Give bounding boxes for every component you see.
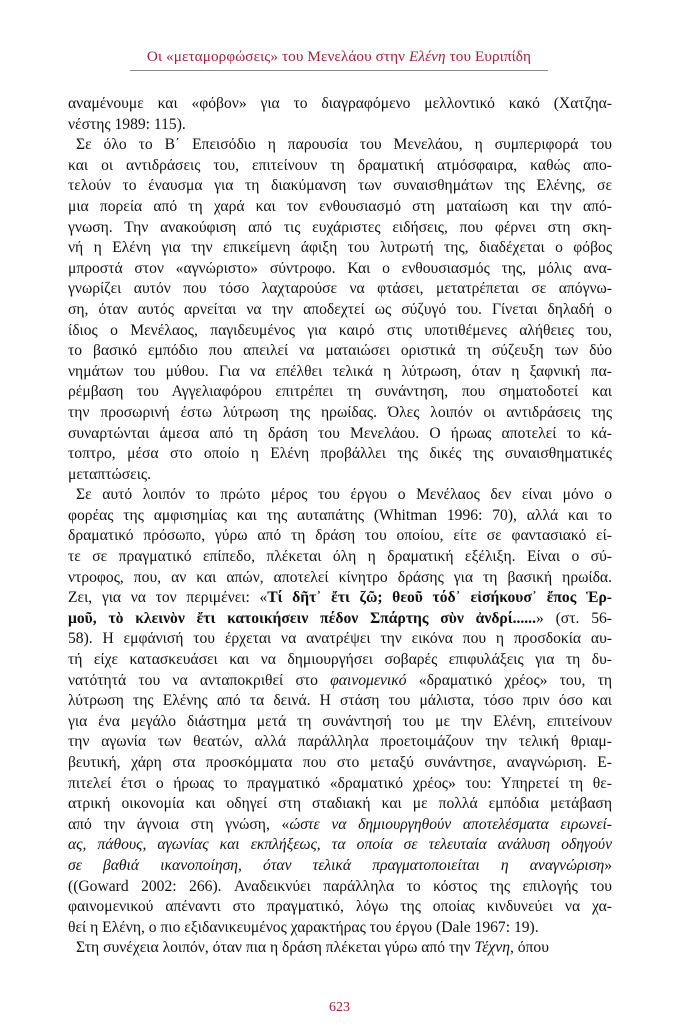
text-span: φορέας της αμφισημίας και της αυταπάτης (Whitman 1996: 70), αλλά και το (68, 506, 612, 524)
text-span: ντροφος, που, αν και απών, αποτελεί κίνητρο δράσης για τη βασική ηρωίδα. (68, 568, 612, 586)
text-span: την αγωνία των θεατών, αλλά παράλληλα προετοιμάζουν την τελική θριαμ- (68, 733, 612, 751)
text-line (68, 671, 612, 692)
header-title-italic: Ελένη (409, 48, 446, 65)
text-span: την προσωρινή έστω λύτρωση της ηρωίδας. Όλες λοιπόν οι αντιδράσεις της (68, 403, 612, 421)
text-span: νή η Ελένη για την επικείμενη άφιξη του λυτρωτή της, διαδέχεται ο φόβος (68, 239, 612, 257)
text-line (68, 279, 612, 300)
text-span: φαινομενικού απέναντι στο πραγματικό, λόγω της οποίας κινδυνεύει να χα- (68, 898, 612, 916)
text-span: τελούν το έναυσμα για τη διακύμανση των συναισθημάτων της Ελένης, σε (68, 177, 612, 195)
text-span: » (604, 856, 612, 874)
text-span: για ένα μεγάλο διάστημα μετά τη συνάντησή του με την Ελένη, επιτείνουν (68, 712, 612, 730)
text-line (68, 465, 612, 486)
text-line (68, 444, 612, 465)
italic-text: ας, πάθους, αγωνίας και εκπλήξεως, τα οποία σε τελευταία ανάλυση οδηγούν (68, 836, 612, 854)
text-span: 58). Η εμφάνισή του έρχεται να ανατρέψει την εικόνα που η προσδοκία αυ- (68, 630, 612, 648)
text-span: αναμένουμε και «φόβον» για το διαγραφόμενο μελλοντικό κακό (Χατζηα- (68, 95, 612, 112)
text-line (68, 712, 612, 733)
text-line (68, 115, 612, 136)
text-line (68, 835, 612, 856)
text-span: πιτελεί έτσι ο ήρωας το πραγματικό «δραματικό χρέος» του: Υπηρετεί τη θε- (68, 774, 612, 792)
text-line (68, 753, 612, 774)
header-title-part1: Οι «μεταμορφώσεις» του Μενελάου στην (146, 48, 410, 65)
header-title-part2: του Ευριπίδη (445, 48, 532, 65)
text-span: νημάτων του μύθου. Για να επέλθει τελικά η λύτρωση, όταν η ξαφνική πα- (68, 362, 612, 380)
text-span: νέστης 1989: 115). (68, 115, 186, 133)
text-line (68, 568, 612, 589)
text-line (68, 424, 612, 445)
italic-text: φαινομενικό (330, 671, 407, 689)
text-span: θεί η Ελένη, ο πιο εξιδανικευμένος χαρακτήρας του έργου (Dale 1967: 19). (68, 918, 539, 936)
text-line (68, 176, 612, 197)
text-line (68, 135, 612, 156)
text-span: Στη συνέχεια λοιπόν, όταν πια η δράση πλέκεται γύρω από την (76, 939, 475, 957)
text-span: τε σε πραγματικό επίπεδο, πλέκεται όλη η δραματική εξέλιξη. Είναι ο σύ- (68, 548, 612, 566)
text-line (68, 321, 612, 342)
text-line (68, 526, 612, 547)
text-line (68, 300, 612, 321)
header-rule (130, 70, 548, 71)
greek-quote-bold: μοῦ, τὸ κλεινὸν ἔτι κατοικήσειν πέδον Σπάρτης σὺν ἀνδρί...... (68, 609, 536, 627)
text-line (68, 341, 612, 362)
text-line (68, 218, 612, 239)
text-span: Σε όλο το Β΄ Επεισόδιο η παρουσία του Μενελάου, η συμπεριφορά του (76, 136, 612, 154)
text-span: μια πορεία από τη χαρά και τον ενθουσιασμό στη ματαίωση και την από- (68, 197, 612, 215)
text-line (68, 403, 612, 424)
italic-text: Τέχνη (474, 939, 510, 957)
text-line (68, 650, 612, 671)
text-line (68, 588, 612, 609)
text-line (68, 938, 612, 959)
text-span: , όπου (509, 939, 549, 957)
text-line (68, 918, 612, 939)
text-span: λύτρωση της Ελένης από τα δεινά. Η στάση του μάλιστα, τόσο πριν όσο και (68, 692, 612, 710)
text-line (68, 156, 612, 177)
text-span: » (στ. 56- (535, 609, 612, 627)
text-span: το βασικό εμπόδιο που απειλεί να ματαιώσει οριστικά τη σύζευξη των δύο (68, 342, 612, 360)
text-span: Ζει, για να τον περιμένει: « (68, 589, 268, 607)
text-line (68, 732, 612, 753)
text-span: τή είχε κατασκευάσει και να δημιουργήσει σοβαρές επιφυλάξεις για τη δυ- (68, 651, 612, 669)
text-line (68, 362, 612, 383)
running-header (130, 48, 548, 66)
text-span: δραματικό πρόσωπο, γύρω από τη δράση του οποίου, είτε σε φαντασιακό εί- (68, 527, 612, 545)
text-span: μπροστά στον «αγνώριστο» σύντροφο. Και ο ενθουσιασμός της, μόλις ανα- (68, 259, 612, 277)
text-line (68, 506, 612, 527)
text-span: ατρική οικονομία και οδηγεί στη σταδιακή και με πολλά εμπόδια μετάβαση (68, 795, 612, 813)
text-span: τοπτρο, μέσα στο οποίο η Ελένη προβάλλει της δικές της συναισθηματικές (68, 445, 612, 463)
text-line (68, 547, 612, 568)
text-span: Σε αυτό λοιπόν το πρώτο μέρος του έργου ο Μενέλαος δεν είναι μόνο ο (76, 486, 612, 504)
text-line (68, 897, 612, 918)
text-line (68, 609, 612, 630)
italic-text: ώστε να δημιουργηθούν αποτελέσματα ειρωνεί- (289, 815, 612, 833)
text-line (68, 197, 612, 218)
text-line (68, 877, 612, 898)
text-line (68, 691, 612, 712)
text-span: ίδιος ο Μενέλαος, παγιδευμένος για καιρό στις υποτιθέμενες αλήθειες του, (68, 321, 612, 339)
text-span: μεταπτώσεις. (68, 465, 151, 483)
text-line (68, 259, 612, 280)
text-span: γνωρίζει αυτόν που τόσο λαχταρούσε να φτάσει, μετατρέπεται σε απόγνω- (68, 280, 612, 298)
text-span: βευτική, χάρη στα προσκόμματα που στο μεταξύ συνάντησε, αναγνώριση. Ε- (68, 754, 612, 771)
text-line (68, 774, 612, 795)
text-span: ((Goward 2002: 266). Αναδεικνύει παράλληλα το κόστος της επιλογής του (68, 877, 612, 895)
body-text (68, 94, 612, 959)
text-span: νατότητά του να ανταποκριθεί στο (68, 671, 331, 689)
text-span: και οι αντιδράσεις του, επιτείνουν τη δραματική ατμόσφαιρα, καθώς απο- (68, 156, 612, 174)
text-line (68, 485, 612, 506)
text-line (68, 815, 612, 836)
text-span: γνωση. Την ανακούφιση από τις ευχάριστες ειδήσεις, που φέρνει στη σκη- (68, 218, 612, 236)
text-line (68, 94, 612, 115)
text-span: ρέμβαση του Αγγελιαφόρου επιτρέπει τη συνάντηση, που σηματοδοτεί και (68, 383, 612, 401)
italic-text: σε βαθιά ικανοποίηση, όταν τελικά πραγματοποιείται η αναγνώριση (68, 856, 605, 874)
greek-quote-bold: Τί δῆτ᾽ ἔτι ζῶ; θεοῦ τόδ᾽ εἰσήκουσ᾽ ἔπος Ἑρ- (267, 589, 612, 607)
text-line (68, 794, 612, 815)
text-line (68, 238, 612, 259)
text-span: συναρτώνται άμεσα από τη δράση του Μενελάου. Ο ήρωας αποτελεί το κά- (68, 424, 612, 442)
page-number: 623 (329, 1000, 350, 1015)
text-span: από την άγνοια στη γνώση, « (68, 815, 290, 833)
text-line (68, 629, 612, 650)
text-line (68, 856, 612, 877)
text-span: ση, όταν αυτός αρνείται να την αποδεχτεί ως σύζυγό του. Γίνεται δηλαδή ο (68, 300, 612, 318)
text-line (68, 382, 612, 403)
text-span: «δραματικό χρέος» του, τη (406, 671, 613, 689)
